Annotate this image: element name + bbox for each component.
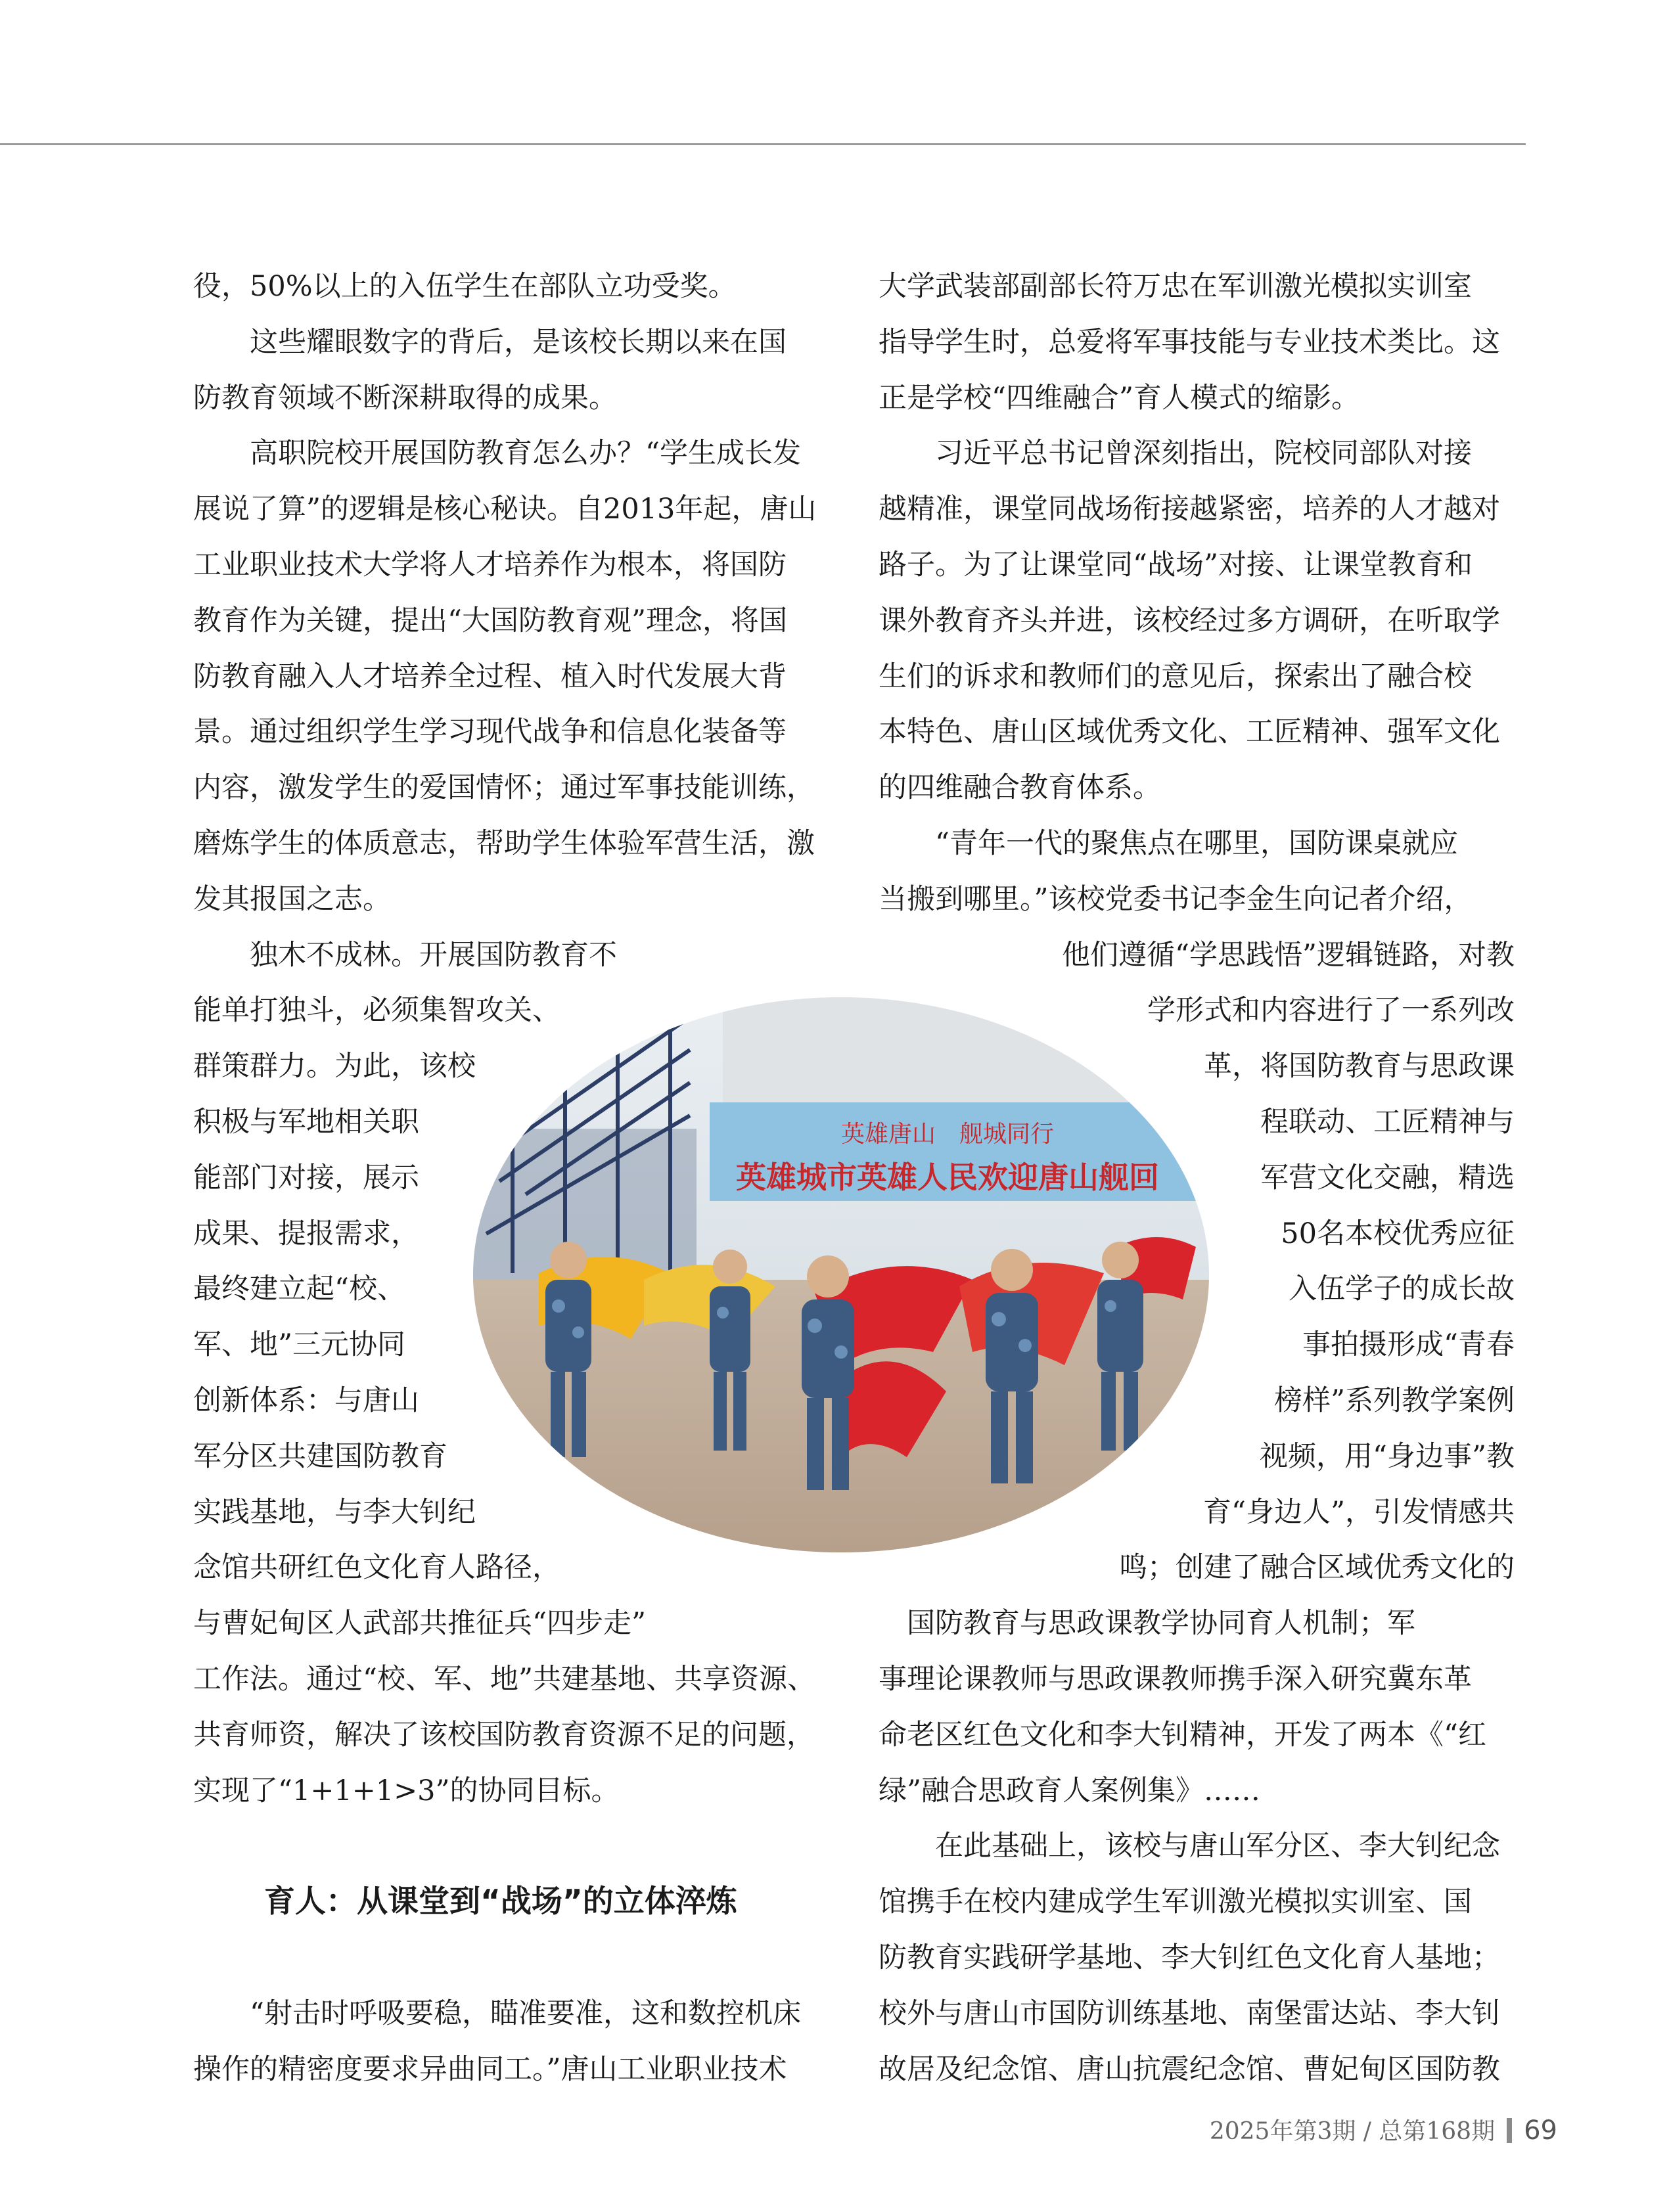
left-text-line: 役，50%以上的入伍学生在部队立功受奖。	[193, 270, 737, 303]
banner-line1: 英雄唐山 舰城同行	[841, 1121, 1055, 1148]
right-text-line: 国防教育与思政课教学协同育人机制；军	[879, 1607, 1415, 1640]
right-text-line: 馆携手在校内建成学生军训激光模拟实训室、国	[879, 1885, 1472, 1919]
issue-info: 2025年第3期 / 总第168期	[1209, 2118, 1496, 2145]
right-text-line: 鸣；创建了融合区域优秀文化的	[1119, 1551, 1515, 1585]
left-text-line: 最终建立起“校、	[193, 1273, 405, 1306]
right-text-line: 指导学生时，总爱将军事技能与专业技术类比。这	[879, 325, 1500, 359]
right-text-line: 越精准，课堂同战场衔接越紧密，培养的人才越对	[879, 493, 1500, 526]
right-text-line: 故居及纪念馆、唐山抗震纪念馆、曹妃甸区国防教	[879, 2052, 1500, 2086]
left-text-line: 防教育领域不断深耕取得的成果。	[193, 381, 617, 415]
right-text-line: 生们的诉求和教师们的意见后，探索出了融合校	[879, 660, 1472, 693]
right-text-line: 他们遵循“学思践悟”逻辑链路，对教	[1062, 938, 1515, 972]
left-text-line: 能部门对接，展示	[193, 1161, 419, 1194]
banner-line2: 英雄城市英雄人民欢迎唐山舰回	[736, 1160, 1159, 1195]
left-text-line: 群策群力。为此，该校	[193, 1050, 476, 1083]
left-text-line: 创新体系：与唐山	[193, 1384, 419, 1417]
right-text-line: 事理论课教师与思政课教师携手深入研究冀东革	[879, 1662, 1472, 1696]
left-text-line: 实践基地，与李大钊纪	[193, 1495, 476, 1529]
left-text-line: 共育师资，解决了该校国防教育资源不足的问题，	[193, 1718, 815, 1751]
left-text-line: 展说了算”的逻辑是核心秘诀。自2013年起，唐山	[193, 493, 817, 526]
header-rule	[0, 143, 1526, 145]
left-text-line: 内容，激发学生的爱国情怀；通过军事技能训练，	[193, 771, 815, 805]
right-text-line: 榜样”系列教学案例	[1274, 1384, 1515, 1417]
left-text-line: “射击时呼吸要稳，瞄准要准，这和数控机床	[193, 1997, 801, 2030]
left-text-line: 这些耀眼数字的背后，是该校长期以来在国	[193, 325, 787, 359]
right-text-line: 防教育实践研学基地、李大钊红色文化育人基地；	[879, 1941, 1500, 1974]
right-text-line: 正是学校“四维融合”育人模式的缩影。	[879, 381, 1360, 415]
page-number: 69	[1524, 2115, 1557, 2146]
left-text-line: 磨炼学生的体质意志，帮助学生体验军营生活，激	[193, 826, 815, 860]
right-text-line: 校外与唐山市国防训练基地、南堡雷达站、李大钊	[879, 1997, 1500, 2030]
footer-divider	[1507, 2118, 1512, 2143]
left-text-line: 军分区共建国防教育	[193, 1439, 447, 1473]
left-text-line: 实现了“1+1+1>3”的协同目标。	[193, 1774, 620, 1807]
left-text-line: 积极与军地相关职	[193, 1105, 419, 1139]
left-text-line: 军、地”三元协同	[193, 1328, 405, 1362]
right-text-line: 路子。为了让课堂同“战场”对接、让课堂教育和	[879, 548, 1473, 581]
flag-drill-photo	[473, 997, 1209, 1552]
right-text-line: 育“身边人”，引发情感共	[1203, 1495, 1515, 1529]
right-text-line: 命老区红色文化和李大钊精神，开发了两本《“红	[879, 1718, 1486, 1751]
left-text-line: 教育作为关键，提出“大国防教育观”理念，将国	[193, 604, 787, 637]
right-text-line: 军营文化交融，精选	[1260, 1161, 1515, 1194]
left-text-line: 工作法。通过“校、军、地”共建基地、共享资源、	[193, 1662, 815, 1696]
page-footer	[1210, 2113, 1557, 2146]
left-text-line: 景。通过组织学生学习现代战争和信息化装备等	[193, 715, 787, 749]
right-text-line: 视频，用“身边事”教	[1260, 1439, 1515, 1473]
right-text-line: 课外教育齐头并进，该校经过多方调研，在听取学	[879, 604, 1500, 637]
left-text-line: 高职院校开展国防教育怎么办？“学生成长发	[193, 437, 801, 470]
right-text-line: 习近平总书记曾深刻指出，院校同部队对接	[879, 437, 1472, 470]
right-text-line: 大学武装部副部长符万忠在军训激光模拟实训室	[879, 270, 1472, 303]
right-text-line: 在此基础上，该校与唐山军分区、李大钊纪念	[879, 1830, 1500, 1863]
right-text-line: 程联动、工匠精神与	[1260, 1105, 1515, 1139]
left-text-line: 能单打独斗，必须集智攻关、	[193, 994, 560, 1027]
right-text-line: 革，将国防教育与思政课	[1204, 1050, 1515, 1083]
right-text-line: 学形式和内容进行了一系列改	[1147, 994, 1515, 1027]
left-text-line: 工业职业技术大学将人才培养作为根本，将国防	[193, 548, 787, 581]
left-text-line: 发其报国之志。	[193, 882, 391, 916]
right-text-line: 入伍学子的成长故	[1289, 1273, 1515, 1306]
section-heading: 育人：从课堂到“战场”的立体淬炼	[264, 1884, 737, 1920]
left-text-line: 操作的精密度要求异曲同工。”唐山工业职业技术	[193, 2052, 787, 2086]
right-text-line: “青年一代的聚焦点在哪里，国防课桌就应	[879, 826, 1458, 860]
left-text-line: 与曹妃甸区人武部共推征兵“四步走”	[193, 1607, 646, 1640]
right-text-line: 事拍摄形成“青春	[1302, 1328, 1515, 1362]
right-text-line: 绿”融合思政育人案例集》……	[879, 1774, 1260, 1807]
right-text-line: 本特色、唐山区域优秀文化、工匠精神、强军文化	[879, 715, 1500, 749]
right-text-line: 的四维融合教育体系。	[879, 771, 1161, 805]
left-text-line: 念馆共研红色文化育人路径，	[193, 1551, 560, 1585]
right-text-line: 当搬到哪里。”该校党委书记李金生向记者介绍，	[879, 882, 1473, 916]
right-text-line: 50名本校优秀应征	[1281, 1217, 1515, 1250]
left-text-line: 成果、提报需求，	[193, 1217, 419, 1250]
left-text-line: 独木不成林。开展国防教育不	[193, 938, 617, 972]
left-text-line: 防教育融入人才培养全过程、植入时代发展大背	[193, 660, 787, 693]
